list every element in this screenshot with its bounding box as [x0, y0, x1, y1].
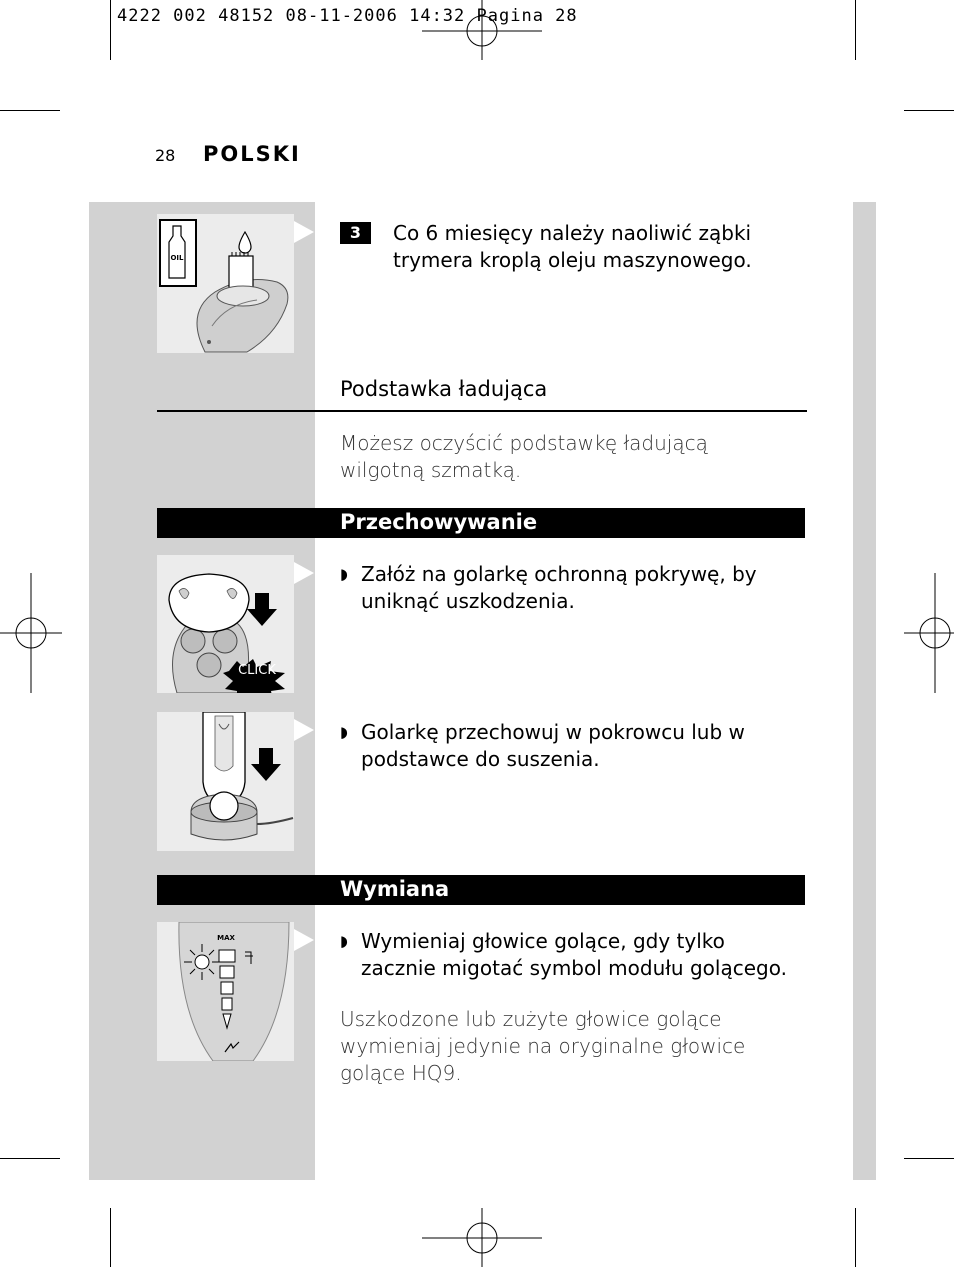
charging-stand-text: Możesz oczyścić podstawkę ładującą wilgotną szmatką.	[340, 431, 708, 482]
click-label: CLICK	[238, 663, 276, 678]
crop-mark	[0, 1158, 60, 1159]
bullet-icon: ◗	[340, 932, 348, 950]
shaving-unit-symbol-illustration	[157, 922, 294, 1061]
charging-stand-heading: Podstawka ładująca	[340, 377, 548, 401]
crop-mark	[110, 0, 111, 60]
figure-pointer	[294, 562, 314, 584]
crop-mark	[904, 110, 954, 111]
replacement-note: Uszkodzone lub zużyte głowice golące wymieniaj jedynie na oryginalne głowice golące HQ9.	[340, 1007, 746, 1085]
oiling-trimmer-illustration	[157, 214, 294, 353]
oil-step-text: Co 6 miesięcy należy naoliwić ząbki trymera kroplą oleju maszynowego.	[393, 221, 752, 272]
crop-mark	[855, 1208, 856, 1267]
figure-pointer	[294, 929, 314, 951]
crop-mark	[110, 1208, 111, 1267]
crop-mark	[0, 110, 60, 111]
registration-mark-right-icon	[904, 573, 954, 693]
crop-mark	[855, 0, 856, 60]
storage-bullet-1: Załóż na golarkę ochronną pokrywę, by uniknąć uszkodzenia.	[361, 562, 757, 613]
max-label: MAX	[217, 934, 235, 942]
storage-bullet-2: Golarkę przechowuj w pokrowcu lub w podstawce do suszenia.	[361, 720, 745, 771]
figure-pointer	[294, 221, 314, 243]
language-heading: POLSKI	[203, 142, 301, 166]
storage-section-bar	[157, 508, 805, 538]
replacement-heading: Wymiana	[340, 877, 450, 901]
oil-label: OIL	[170, 254, 184, 262]
section-rule	[157, 410, 807, 412]
bullet-icon: ◗	[340, 565, 348, 583]
figure-pointer	[294, 719, 314, 741]
page-number: 28	[155, 146, 176, 165]
replacement-section-bar	[157, 875, 805, 905]
step-number-badge: 3	[340, 222, 371, 244]
protection-cap-illustration	[157, 555, 294, 693]
print-header: 4222 002 48152 08-11-2006 14:32 Pagina 28	[117, 6, 578, 26]
replacement-bullet: Wymieniaj głowice golące, gdy tylko zacznie migotać symbol modułu golącego.	[361, 929, 787, 980]
registration-mark-bottom-icon	[422, 1208, 542, 1267]
crop-mark	[904, 1158, 954, 1159]
shaver-on-stand-illustration	[157, 712, 294, 851]
storage-heading: Przechowywanie	[340, 510, 538, 534]
right-gray-band	[853, 202, 876, 1180]
bullet-icon: ◗	[340, 723, 348, 741]
registration-mark-left-icon	[0, 573, 62, 693]
